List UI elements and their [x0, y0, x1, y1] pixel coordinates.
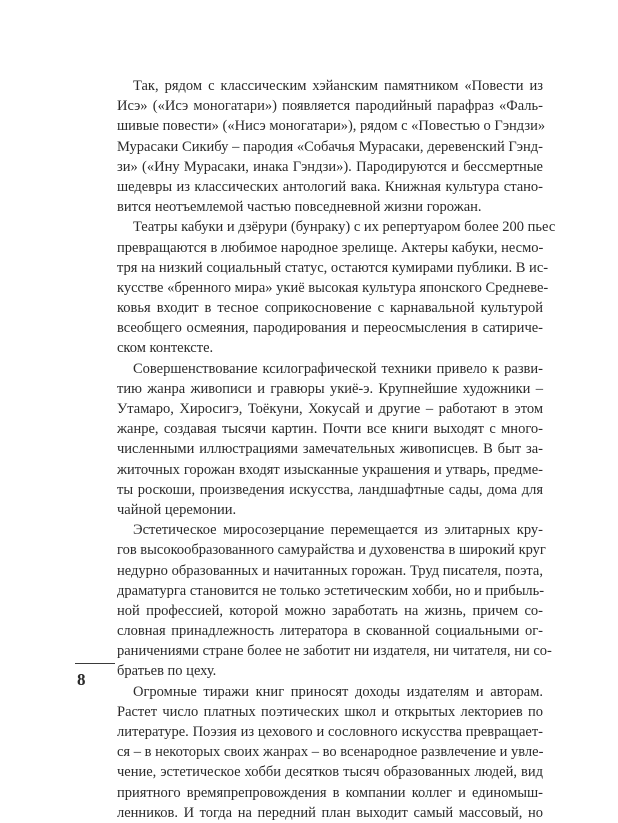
paragraph [117, 682, 543, 823]
text-line: шивые повести» («Нисэ моногатари»), рядом с «Повестью о Гэндзи» [117, 118, 546, 135]
text-line: Огромные тиражи книг приносят доходы издателям и авторам. [133, 683, 543, 700]
text-line: приятного времяпрепровождения в компании коллег и единомыш- [117, 784, 543, 801]
text-line: тря на низкий социальный статус, остаются кумирами публики. В ис- [117, 259, 549, 276]
text-line: ковья входит в тесное соприкосновение с карнавальной культурой [117, 300, 543, 317]
text-line: Совершенствование ксилографической техники привело к разви- [133, 360, 543, 377]
text-line: Утамаро, Хиросигэ, Тоёкуни, Хокусай и другие – работают в этом [117, 401, 543, 417]
page-number: 8 [77, 670, 86, 689]
text-line: братьев по цеху. [117, 663, 217, 680]
text-line: драматурга становится не только эстетическим хобби, но и прибыль- [117, 582, 545, 599]
text-line: ной профессией, которой можно заработать на жизнь, причем со- [117, 602, 543, 619]
text-line: Театры кабуки и дзёрури (бунраку) с их репертуаром более 200 пьес [133, 219, 556, 236]
paragraph [117, 76, 546, 217]
page-body [117, 76, 556, 823]
text-line: Эстетическое миросозерцание перемещается из элитарных кру- [133, 522, 543, 539]
paragraph [117, 520, 552, 682]
text-line: недурно образованных и начитанных горожан. Труд писателя, поэта, [117, 562, 543, 579]
text-line: жанре, создавая тысячи картин. Почти все книги выходят с много- [117, 421, 543, 438]
text-line: ся – в некоторых своих жанрах – во всенародное развлечение и увле- [117, 744, 544, 761]
text-line: раничениями стране более не заботит ни издателя, ни читателя, ни со- [117, 643, 552, 660]
text-line: Так, рядом с классическим хэйанским памятником «Повести из [133, 78, 543, 94]
text-line: численными иллюстрациями замечательных живописцев. В быт за- [117, 441, 543, 458]
paragraph [117, 359, 543, 521]
text-line: житочных горожан входят изысканные украшения и утварь, предме- [117, 461, 543, 478]
text-line: вится неотъемлемой частью повседневной жизни горожан. [117, 199, 482, 216]
text-line: литературе. Поэзия из цехового и сословного искусства превращает- [117, 724, 543, 740]
text-line: тию жанра живописи и гравюры укиё-э. Крупнейшие художники – [117, 380, 543, 397]
text-line: зи» («Ину Мурасаки, инака Гэндзи»). Пародируются и бессмертные [117, 158, 543, 175]
text-line: ты роскоши, произведения искусства, ландшафтные сады, дома для [117, 481, 543, 498]
text-line: Исэ» («Исэ моногатари») появляется пародийный парафраз «Фаль- [117, 98, 543, 115]
text-line: кусстве «бренного мира» укиё высокая культура японского Средневе- [117, 279, 549, 296]
text-line: чайной церемонии. [117, 501, 237, 518]
page-number-rule [75, 663, 115, 664]
text-line: ском контексте. [117, 340, 214, 357]
text-line: Растет число платных поэтических школ и открытых лекториев по [117, 703, 543, 720]
text-line: чение, эстетическое хобби десятков тысяч образованных людей, вид [117, 764, 543, 781]
paragraph [117, 217, 556, 358]
text-line: ленников. И тогда на передний план выходит самый массовый, но [117, 804, 543, 821]
text-line: словная принадлежность литератора в скованной социальными ог- [117, 623, 543, 640]
text-line: превращаются в любимое народное зрелище. Актеры кабуки, несмо- [117, 239, 544, 256]
text-line: всеобщего осмеяния, пародирования и переосмысления в сатириче- [117, 320, 543, 337]
text-line: гов высокообразованного самурайства и духовенства в широкий круг [117, 542, 546, 559]
text-line: шедевры из классических антологий вака. Книжная культура стано- [117, 178, 543, 195]
text-line: Мурасаки Сикибу – пародия «Собачья Мурасаки, деревенский Гэнд- [117, 138, 543, 155]
